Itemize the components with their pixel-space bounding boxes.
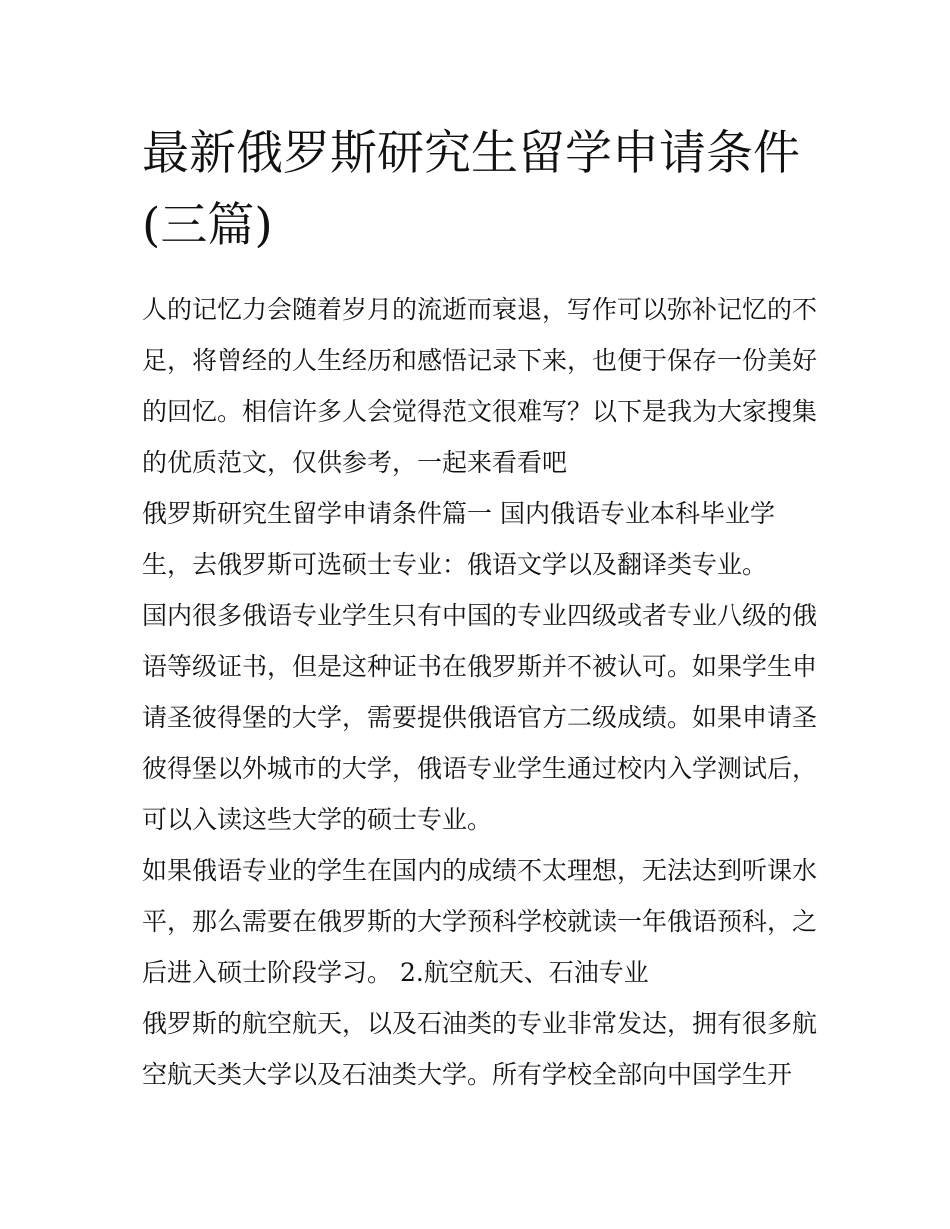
paragraph-language-certificate: 国内很多俄语专业学生只有中国的专业四级或者专业八级的俄语等级证书，但是这种证书在俄罗斯并不被认可。如果学生申请圣彼得堡的大学，需要提供俄语官方二级成绩。如果申请圣彼得堡以外城市的大学，俄语专业学生通过校内入学测试后，可以入读这些大学的硕士专业。 [142, 601, 818, 834]
document-title: 最新俄罗斯研究生留学申请条件(三篇) [142, 126, 800, 253]
paragraph-intro: 人的记忆力会随着岁月的流逝而衰退，写作可以弥补记忆的不足，将曾经的人生经历和感悟记录下来，也便于保存一份美好的回忆。相信许多人会觉得范文很难写？以下是我为大家搜集的优质范文，仅供参考，一起来看看吧 [142, 295, 818, 477]
document-body [142, 118, 818, 1100]
paragraph-aerospace-petroleum: 俄罗斯的航空航天，以及石油类的专业非常发达，拥有很多航空航天类大学以及石油类大学。所有学校全部向中国学生开 [142, 1009, 818, 1089]
paragraph-preparatory-course: 如果俄语专业的学生在国内的成绩不太理想，无法达到听课水平，那么需要在俄罗斯的大学预科学校就读一年俄语预科，之后进入硕士阶段学习。 2.航空航天、石油专业 [142, 856, 818, 987]
paragraph-section-one: 俄罗斯研究生留学申请条件篇一 国内俄语专业本科毕业学生，去俄罗斯可选硕士专业：俄语文学以及翻译类专业。 [142, 499, 775, 579]
